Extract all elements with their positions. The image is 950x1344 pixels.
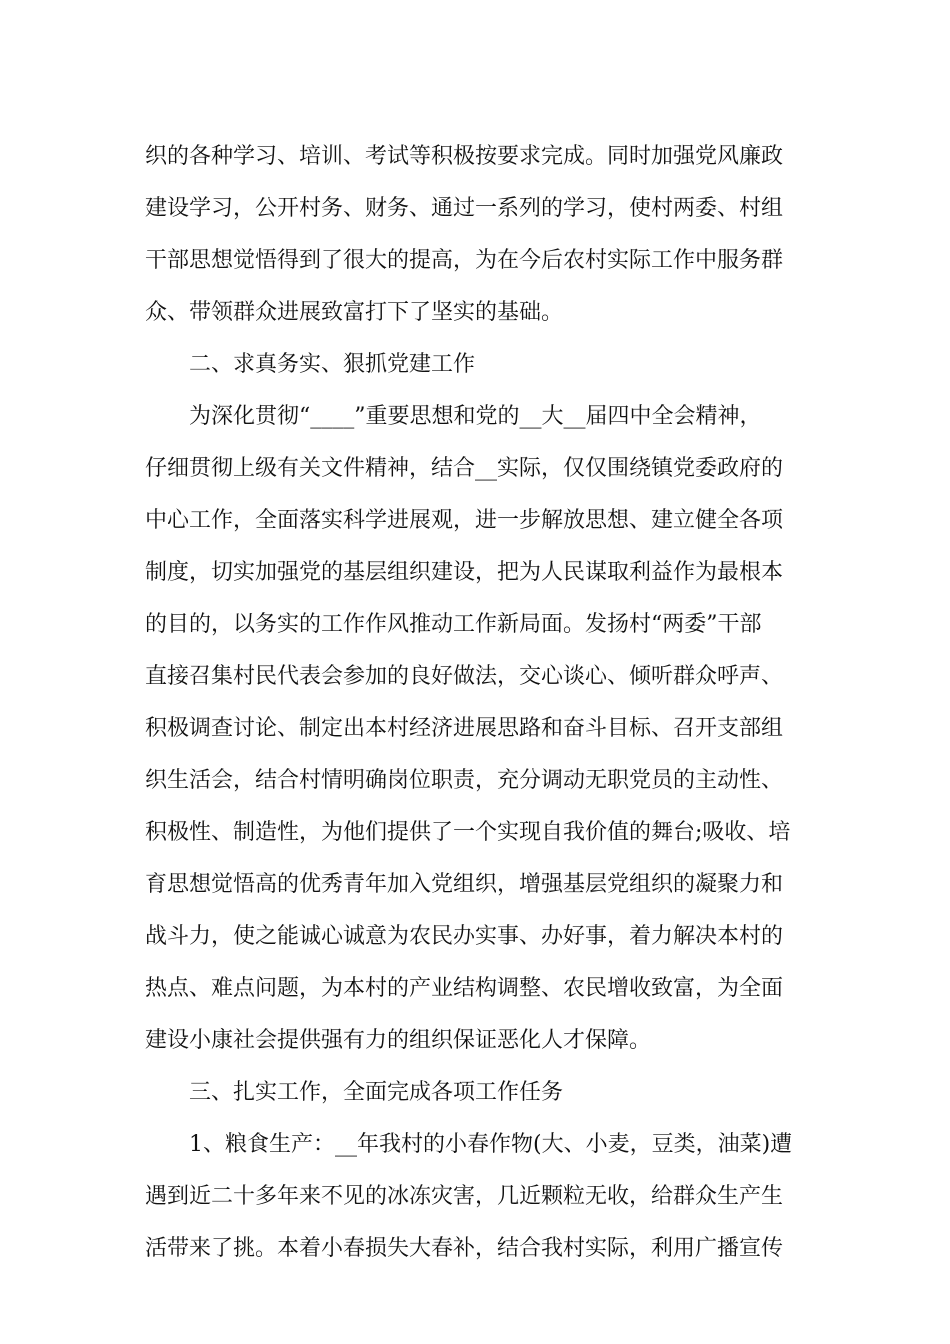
text-line: 积极性、制造性，为他们提供了一个实现自我价值的舞台;吸收、培 — [145, 820, 791, 845]
text-line: 织生活会，结合村情明确岗位职责，充分调动无职党员的主动性、 — [145, 768, 784, 793]
text-line: 仔细贯彻上级有关文件精神，结合__实际，仅仅围绕镇党委政府的 — [145, 456, 784, 481]
text-line: 直接召集村民代表会参加的良好做法，交心谈心、倾听群众呼声、 — [145, 664, 784, 689]
text-line: 中心工作，全面落实科学进展观，进一步解放思想、建立健全各项 — [145, 508, 784, 533]
text-line: 建设小康社会提供强有力的组织保证恶化人才保障。 — [145, 1028, 652, 1053]
text-line: 战斗力，使之能诚心诚意为农民办实事、办好事，着力解决本村的 — [145, 924, 784, 949]
text-line: 织的各种学习、培训、考试等积极按要求完成。同时加强党风廉政 — [145, 144, 784, 169]
text-line: 制度，切实加强党的基层组织建设，把为人民谋取利益作为最根本 — [145, 560, 784, 585]
section-heading: 三、扎实工作，全面完成各项工作任务 — [189, 1080, 564, 1105]
paragraph-start-line: 1、粮食生产：__年我村的小春作物(大、小麦，豆类，油菜)遭 — [189, 1132, 793, 1157]
text-line: 遇到近二十多年来不见的冰冻灾害，几近颗粒无收，给群众生产生 — [145, 1184, 784, 1209]
text-line: 众、带领群众进展致富打下了坚实的基础。 — [145, 300, 564, 325]
text-line: 的目的，以务实的工作作风推动工作新局面。发扬村“两委”干部 — [145, 612, 762, 637]
text-line: 育思想觉悟高的优秀青年加入党组织，增强基层党组织的凝聚力和 — [145, 872, 784, 897]
section-heading: 二、求真务实、狠抓党建工作 — [189, 352, 476, 377]
text-line: 活带来了挑。本着小春损失大春补，结合我村实际，利用广播宣传 — [145, 1236, 784, 1261]
document-page — [145, 131, 810, 1275]
text-line: 干部思想觉悟得到了很大的提高，为在今后农村实际工作中服务群 — [145, 248, 784, 273]
text-line: 积极调查讨论、制定出本村经济进展思路和奋斗目标、召开支部组 — [145, 716, 784, 741]
text-line: 热点、难点问题，为本村的产业结构调整、农民增收致富，为全面 — [145, 976, 784, 1001]
paragraph-start-line: 为深化贯彻“____”重要思想和党的__大__届四中全会精神， — [189, 404, 762, 429]
text-line: 建设学习，公开村务、财务、通过一系列的学习，使村两委、村组 — [145, 196, 784, 221]
